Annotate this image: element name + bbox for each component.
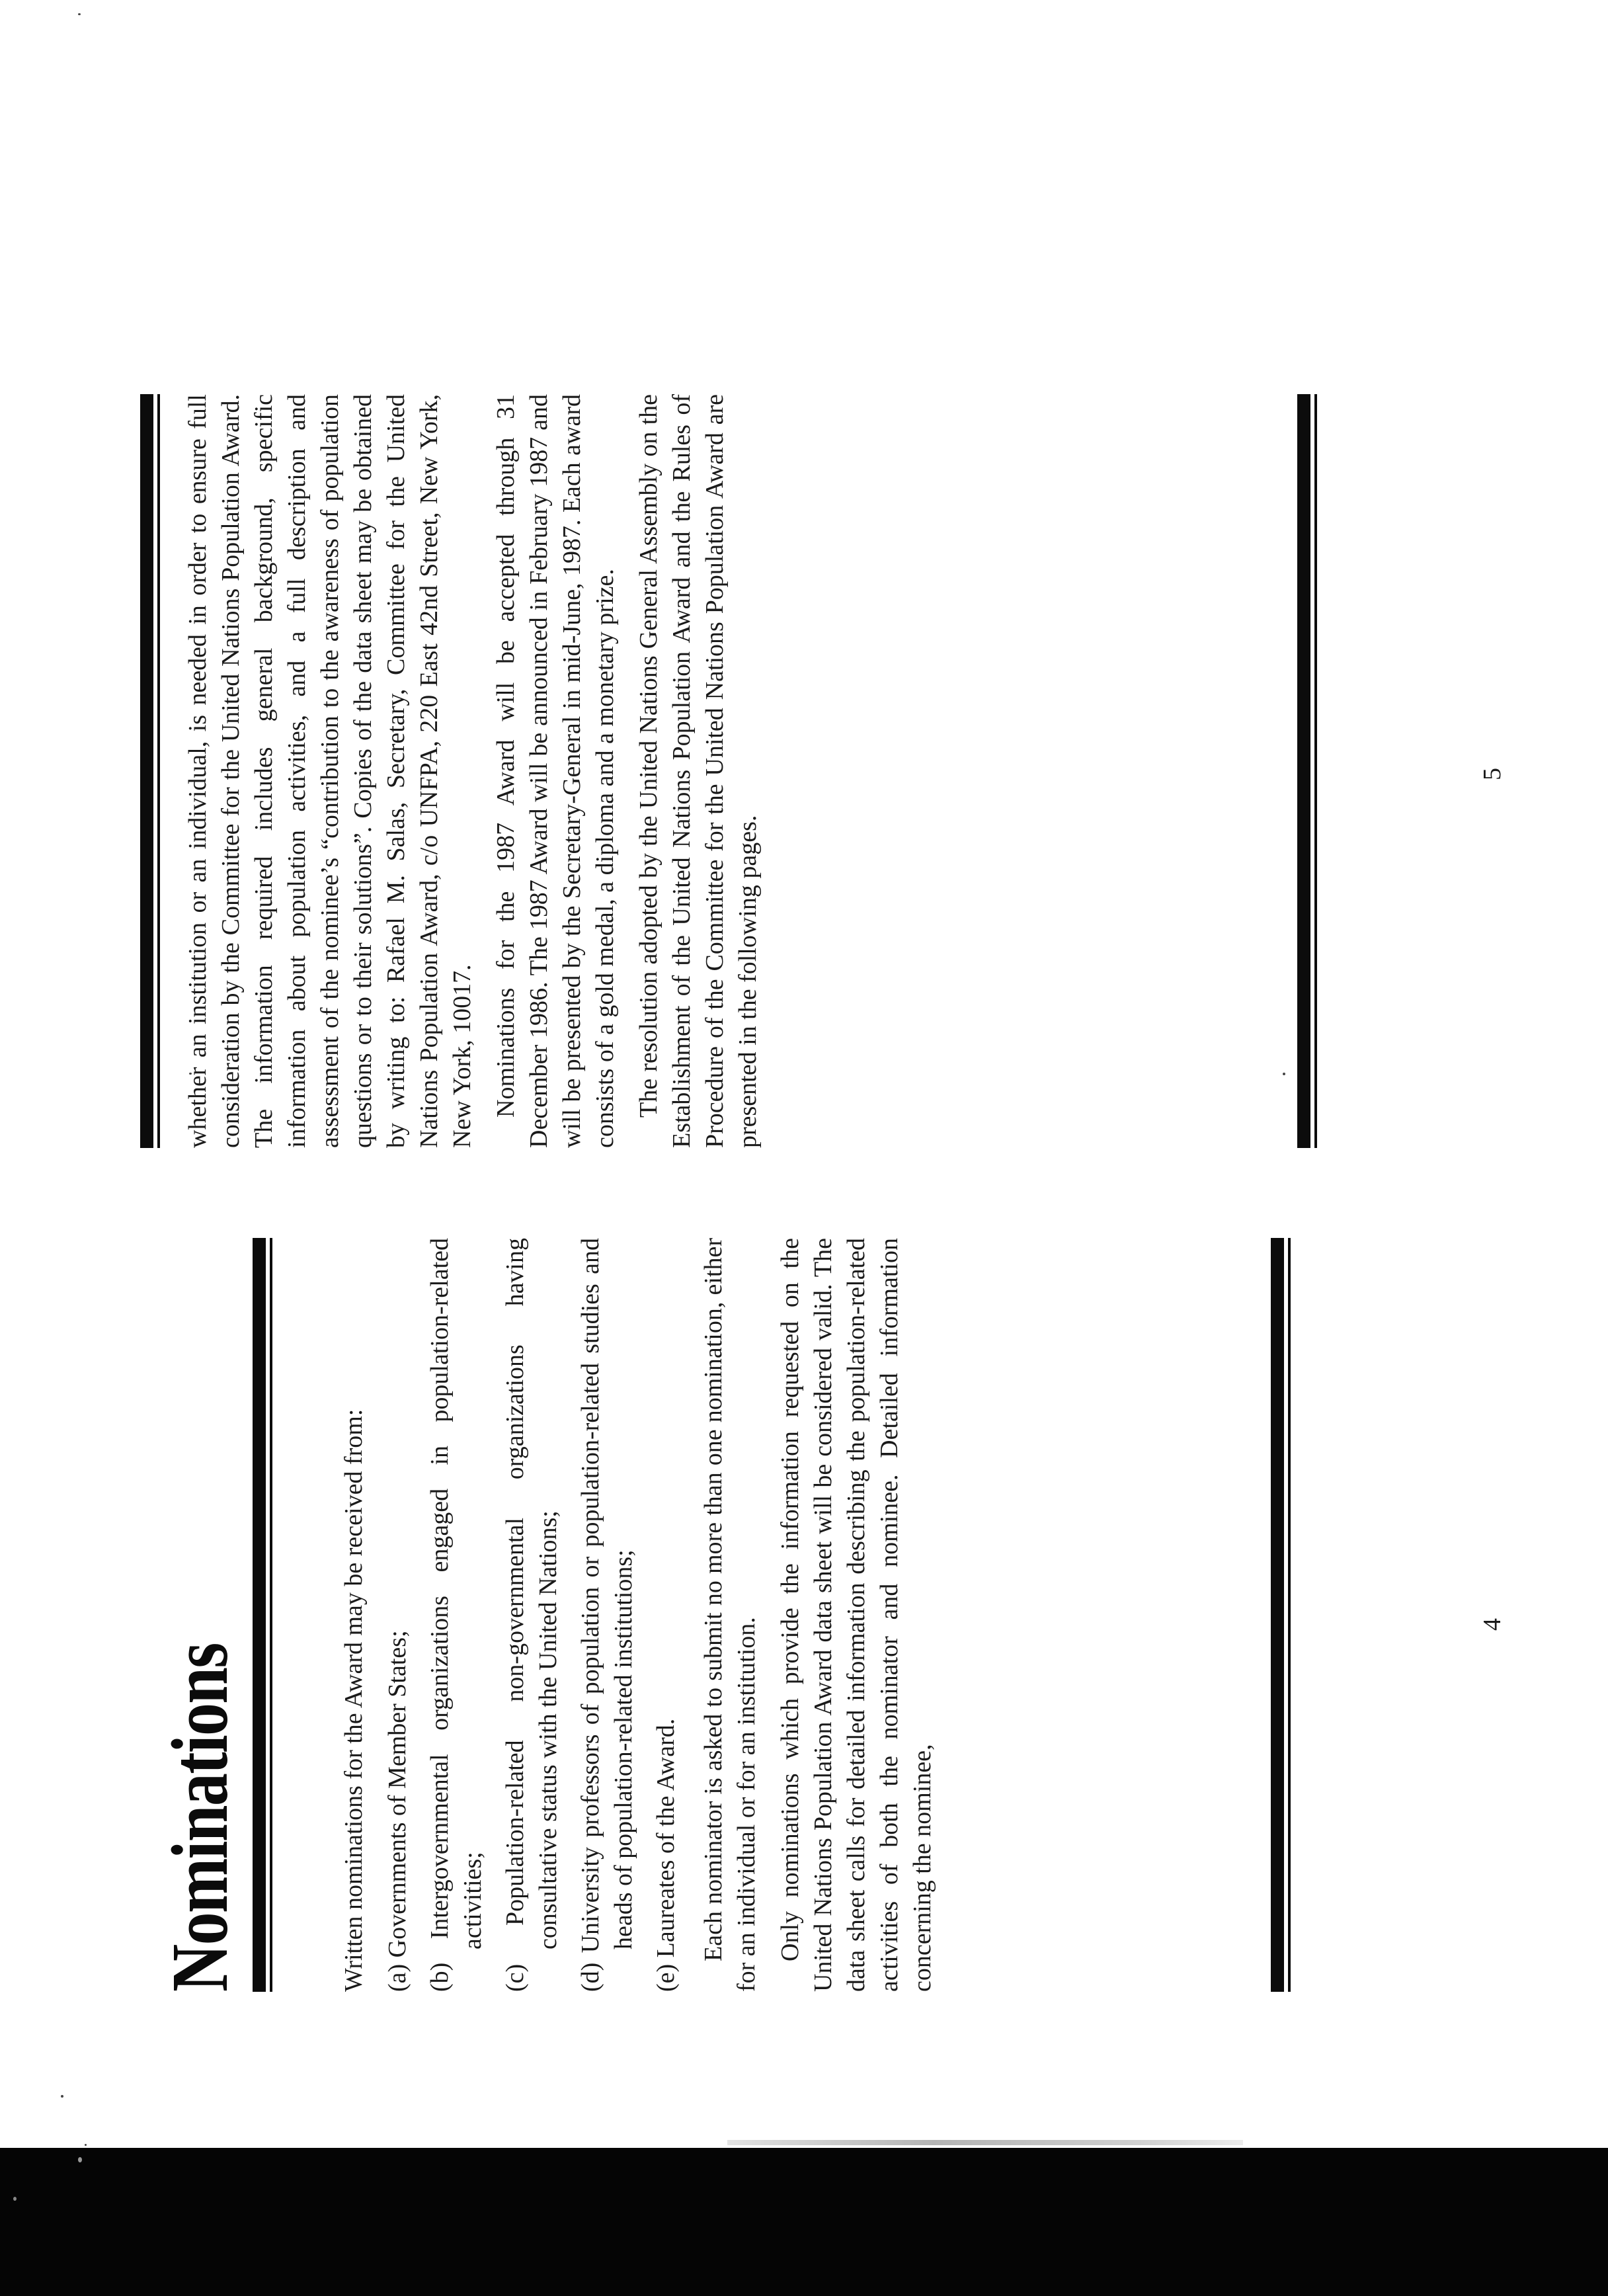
top-rule-thin [157, 394, 160, 1148]
list-item: (a) Governments of Member States; [383, 1630, 411, 1992]
right-column [0, 394, 1608, 1148]
title-rule [253, 1238, 266, 1992]
title-rule-thin [270, 1238, 272, 1992]
page-number: 5 [1478, 768, 1506, 780]
top-rule [140, 394, 153, 1148]
list-item: (c) Population-related non-governmental organizations having consultative status with the United Nations; [501, 1238, 562, 1992]
page-title: Nominations [155, 1643, 245, 1992]
paragraph-continuation: whether an institution or an individual, is needed in order to ensure full consideration by the Committee for the United Nations Population Award. The information required includes general background, specific information about population activities, and a full description and assessment of the nominee’s “contribution to the awareness of population questions or to their solutions”. Copies of the data sheet may be obtained by writing to: Rafael M. Salas, Secretary, Committee for the United Nations Population Award, c/o UNFPA, 220 East 42nd Street, New York, New York, 10017. [184, 394, 476, 1148]
page-4 [0, 1148, 1608, 2296]
paragraph-each-nominator: Each nominator is asked to submit no more than one nomination, either for an individual or for an institution. [700, 1238, 760, 1992]
bottom-rule [1297, 394, 1310, 1148]
bottom-rule-thin [1288, 1238, 1291, 1992]
title-block [155, 1238, 246, 1992]
list-item: (e) Laureates of the Award. [652, 1718, 680, 1992]
page-number: 4 [1478, 1618, 1506, 1631]
right-body-text [181, 394, 775, 1148]
paragraph-resolution: The resolution adopted by the United Nations General Assembly on the Establishment of the United Nations Population Award and the Rules of Procedure of the Committee for the United Nations Population Award are presented in the following pages. [635, 394, 762, 1148]
left-body-text [337, 1238, 949, 1992]
list-item: (b) Intergovernmental organizations engaged in population-related activities; [426, 1238, 487, 1992]
paragraph-1987-award: Nominations for the 1987 Award will be accepted through 31 December 1986. The 1987 Award will be announced in February 1987 and will be presented by the Secretary-General in mid-June, 1987. Each award consists of a gold medal, a diploma and a monetary prize. [492, 394, 619, 1148]
bottom-rule [1271, 1238, 1284, 1992]
intro-paragraph: Written nominations for the Award may be received from: [340, 1409, 368, 1992]
paragraph-only-nominations: Only nominations which provide the information requested on the United Nations Population Award data sheet will be considered valid. The data sheet calls for detailed information describing the population-related activities of both the nominator and nominee. Detailed information concerning the nominee, [776, 1238, 936, 1992]
list-item: (d) University professors of population or population-related studies and heads of population-related institutions; [577, 1238, 637, 1992]
bottom-rule-thin [1314, 394, 1317, 1148]
left-column [0, 1238, 1608, 1992]
